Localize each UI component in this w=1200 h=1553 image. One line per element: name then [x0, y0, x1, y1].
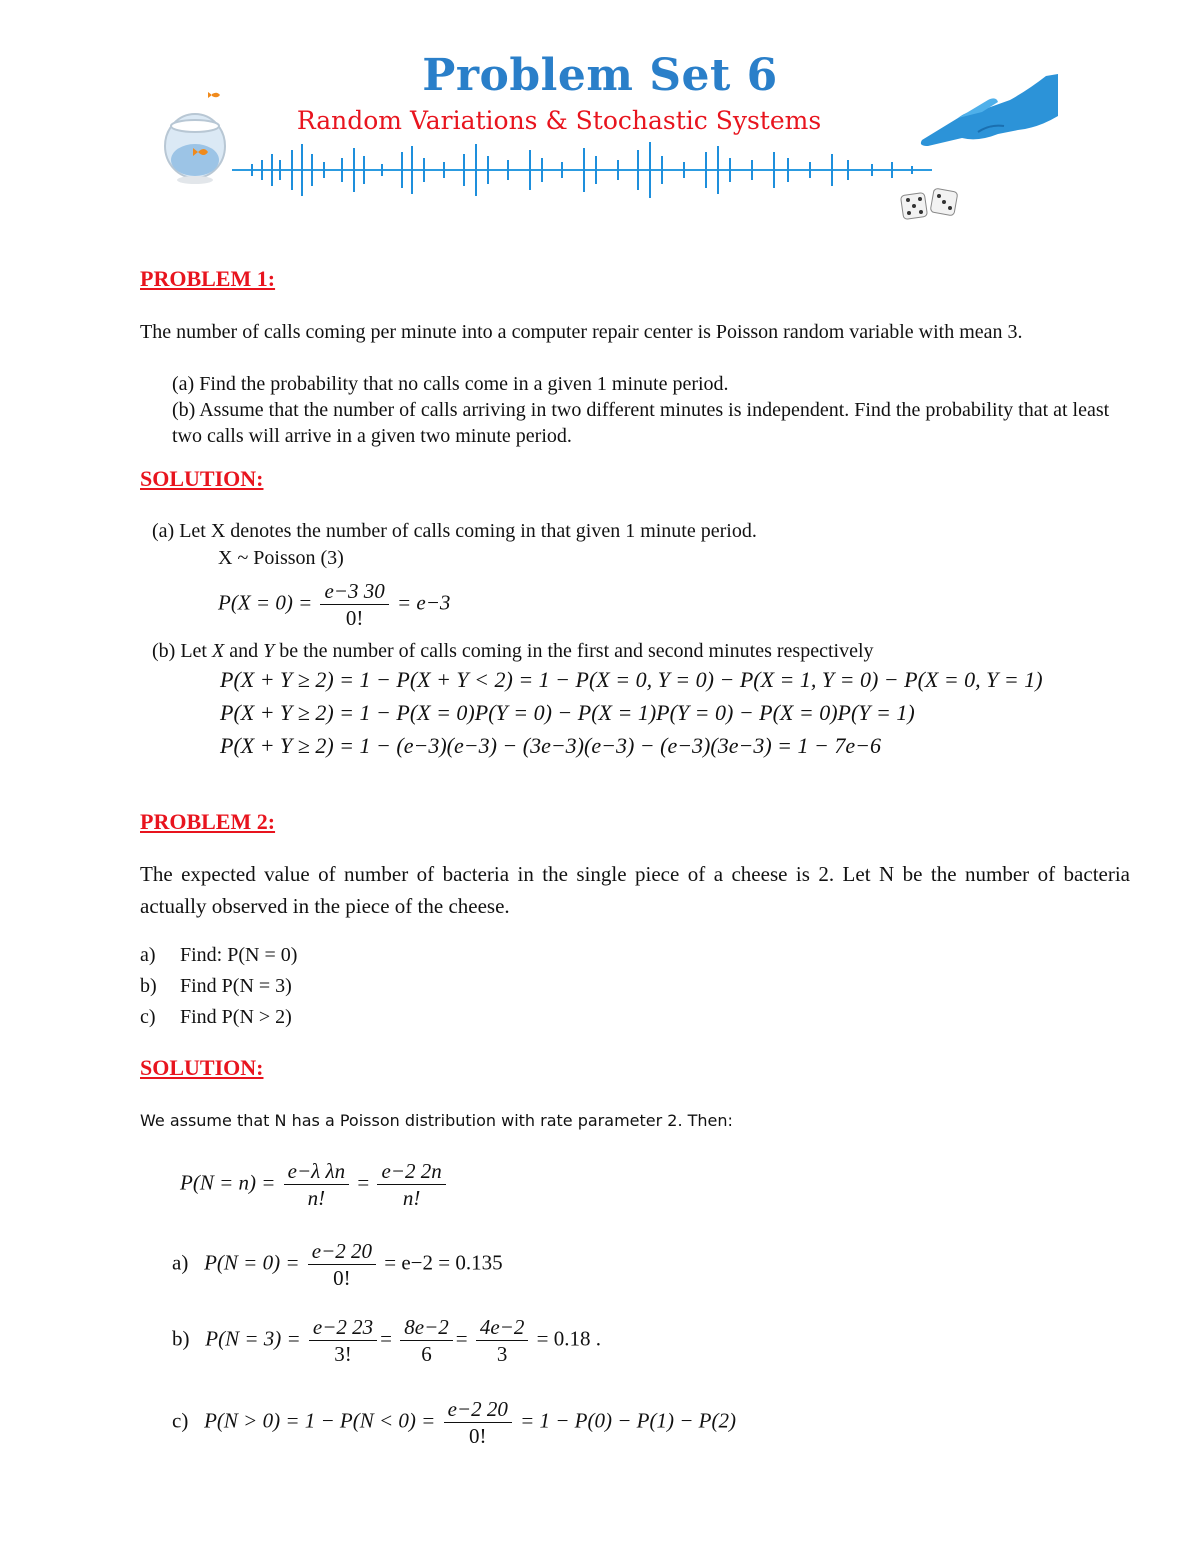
p2-sol-c-fraction [444, 1396, 512, 1449]
p2-sol-c [172, 1396, 736, 1449]
p2-sol-a [172, 1238, 503, 1291]
p2-sol-a-den: 0! [333, 1266, 351, 1290]
item-text: Find P(N > 2) [180, 1006, 292, 1028]
waveform-graphic [232, 140, 932, 200]
p1-sol-a-fraction [320, 578, 388, 631]
p2-pmf-den2: n! [402, 1186, 421, 1210]
p2-sol-a-rhs: = e−2 = 0.135 [384, 1250, 503, 1275]
item-text: Find P(N = 3) [180, 975, 292, 997]
p2-pmf-den1: n! [307, 1186, 326, 1210]
p2-pmf-frac1 [284, 1158, 349, 1211]
problem2-item-a [140, 942, 297, 968]
p2-sol-c-rhs: = 1 − P(0) − P(1) − P(2) [520, 1408, 736, 1433]
p1-sol-a-lhs: P(X = 0) = [218, 590, 313, 615]
p1-sol-b-intro-and: and [224, 640, 264, 662]
p2-sol-a-lhs: P(N = 0) = [204, 1250, 300, 1275]
p2-pmf-eq: = [357, 1170, 370, 1195]
p1-sol-b-intro-y: Y [263, 640, 275, 662]
item-text: Find: P(N = 0) [180, 944, 298, 966]
p2-sol-b-frac2 [400, 1314, 453, 1367]
p2-assumption: We assume that N has a Poisson distribution with rate parameter 2. Then: [140, 1111, 733, 1130]
page-subtitle: Random Variations & Stochastic Systems [296, 106, 822, 135]
p2-pmf-num1: e−λ λn [284, 1158, 349, 1185]
item-label: a) [140, 944, 156, 966]
p2-sol-b-num2: 8e−2 [400, 1314, 453, 1341]
p2-sol-a-num: e−2 20 [308, 1238, 376, 1265]
p2-sol-b-rhs: = 0.18 . [536, 1326, 601, 1351]
p1-sol-a-intro: (a) Let X denotes the number of calls coming in that given 1 minute period. [152, 520, 757, 542]
p2-sol-b-label: b) [172, 1326, 190, 1351]
p2-sol-a-label: a) [172, 1250, 189, 1275]
p2-sol-b-lhs: P(N = 3) = [205, 1326, 301, 1351]
pointing-hand-icon [918, 70, 1060, 150]
p2-sol-c-lhs: P(N > 0) = 1 − P(N < 0) = [204, 1408, 436, 1433]
p2-sol-b-num1: e−2 23 [309, 1314, 377, 1341]
p1-sol-a-rhs: = e−3 [396, 590, 451, 615]
p1-sol-b-intro-prefix: (b) Let [152, 640, 212, 662]
p1-sol-b-intro [152, 638, 874, 664]
p1-sol-b-eq2: P(X + Y ≥ 2) = 1 − P(X = 0)P(Y = 0) − P(X = 1)P(Y = 0) − P(X = 0)P(Y = 1) [220, 700, 915, 725]
problem2-item-c [140, 1004, 292, 1030]
p1-sol-b-intro-x: X [211, 640, 225, 662]
item-label: b) [140, 975, 157, 997]
p2-sol-b: b) P(N = 3) = $\frac{e-2 23}{3!}$ = $\frac{8e-2}{6}$ = $\frac{4e-2}{3}$ = 0.18 . [172, 1315, 601, 1366]
item-label: c) [140, 1006, 156, 1028]
p1-sol-a-den: 0! [345, 606, 364, 630]
problem2-solution-heading: SOLUTION: [140, 1055, 264, 1080]
problem1-heading: PROBLEM 1: [140, 266, 276, 291]
header-banner [0, 0, 1200, 250]
p1-sol-b-eq1: P(X + Y ≥ 2) = 1 − P(X + Y < 2) = 1 − P(X = 0, Y = 0) − P(X = 1, Y = 0) − P(X = 0, Y = 1) [220, 667, 1043, 692]
p2-pmf-equation [180, 1158, 449, 1211]
p2-sol-b-num3: 4e−2 [476, 1314, 529, 1341]
p1-sol-a-equation [218, 578, 450, 631]
p1-sol-a-num: e−3 30 [320, 578, 388, 605]
p2-sol-c-num: e−2 20 [444, 1396, 512, 1423]
p2-pmf-frac2 [377, 1158, 445, 1211]
page-title: Problem Set 6 [422, 50, 778, 101]
problem1-statement: The number of calls coming per minute into a computer repair center is Poisson random variable with mean 3. [140, 321, 1023, 343]
p1-sol-b-eq3: P(X + Y ≥ 2) = 1 − (e−3)(e−3) − (3e−3)(e−3) − (e−3)(3e−3) = 1 − 7e−6 [220, 733, 881, 758]
p2-sol-b-frac1 [309, 1314, 377, 1367]
p1-sol-b-intro-rest: be the number of calls coming in the first and second minutes respectively [274, 640, 874, 662]
p2-sol-b-den1: 3! [334, 1342, 352, 1366]
p2-sol-b-frac3 [476, 1314, 529, 1367]
problem2-heading: PROBLEM 2: [140, 809, 276, 834]
problem2-statement: The expected value of number of bacteria in the single piece of a cheese is 2. Let N be the number of bacteria actually observed in the piece of the cheese. [140, 862, 1130, 918]
fishbowl-icon [160, 90, 230, 186]
dice-icon [898, 186, 962, 222]
problem1-part-b: (b) Assume that the number of calls arriving in two different minutes is independent. Find the probability that at least two calls will arrive in a given two minute period. [172, 399, 1110, 447]
problem2-item-b [140, 973, 292, 999]
p2-sol-c-label: c) [172, 1408, 189, 1433]
p2-sol-a-fraction [308, 1238, 376, 1291]
p2-pmf-num2: e−2 2n [377, 1158, 445, 1185]
problem1-part-a: (a) Find the probability that no calls come in a given 1 minute period. [172, 373, 729, 395]
problem1-solution-heading: SOLUTION: [140, 466, 264, 491]
p2-pmf-lhs: P(N = n) = [180, 1170, 276, 1195]
p2-sol-c-den: 0! [468, 1424, 487, 1448]
p1-sol-a-dist: X ~ Poisson (3) [218, 547, 344, 569]
p2-sol-b-den2: 6 [421, 1342, 432, 1366]
p2-sol-b-den3: 3 [496, 1342, 508, 1366]
